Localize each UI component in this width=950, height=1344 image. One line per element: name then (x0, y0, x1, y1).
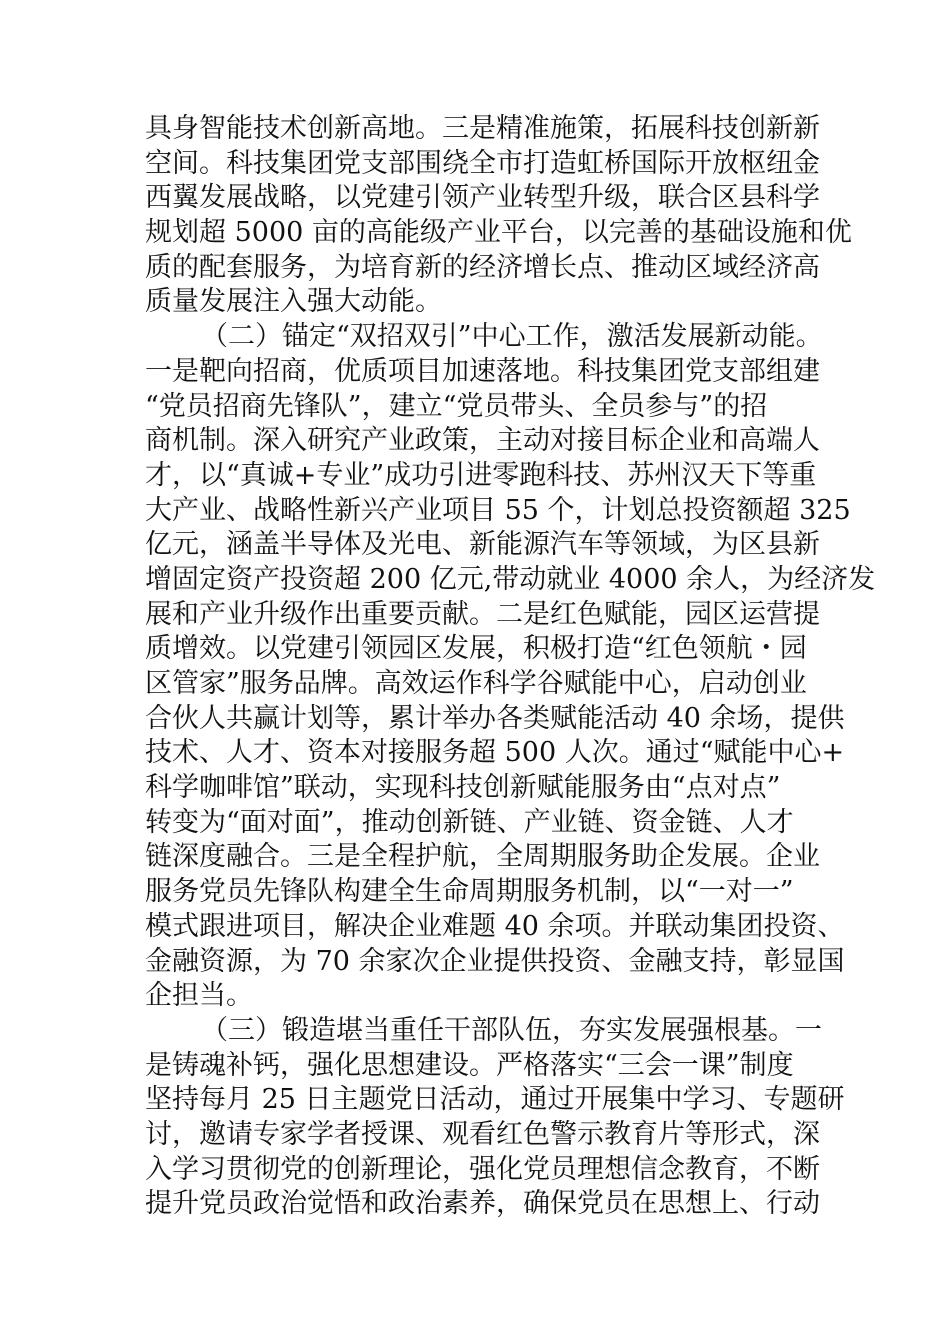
text-line: 合伙人共赢计划等，累计举办各类赋能活动 40 余场，提供 (145, 702, 845, 734)
text-line: 质的配套服务，为培育新的经济增长点、推动区域经济高 (145, 251, 820, 283)
text-line: 商机制。深入研究产业政策，主动对接目标企业和高端人 (145, 425, 820, 457)
text-line: 大产业、战略性新兴产业项目 55 个，计划总投资额超 325 (145, 494, 851, 526)
text-line: 企担当。 (145, 980, 253, 1012)
text-line: 服务党员先锋队构建全生命周期服务机制，以“一对一” (145, 876, 794, 908)
text-line: 坚持每月 25 日主题党日活动，通过开展集中学习、专题研 (145, 1084, 845, 1116)
text-line: 亿元，涵盖半导体及光电、新能源汽车等领域，为区县新 (145, 529, 820, 561)
text-line: 西翼发展战略，以党建引领产业转型升级，联合区县科学 (145, 182, 820, 214)
text-line: 链深度融合。三是全程护航，全周期服务助企发展。企业 (145, 841, 820, 873)
text-line: 规划超 5000 亩的高能级产业平台，以完善的基础设施和优 (145, 217, 852, 249)
text-line: 入学习贯彻党的创新理论，强化党员理想信念教育，不断 (145, 1153, 820, 1185)
text-line: 具身智能技术创新高地。三是精准施策，拓展科技创新新 (145, 113, 820, 144)
text-line: 区管家”服务品牌。高效运作科学谷赋能中心，启动创业 (145, 668, 807, 699)
text-line: 质量发展注入强大动能。 (145, 286, 442, 318)
text-line: 科学咖啡馆”联动，实现科技创新赋能服务由“点对点” (145, 772, 781, 804)
text-line: 金融资源，为 70 余家次企业提供投资、金融支持，彰显国 (145, 945, 845, 977)
text-line: 才，以“真诚+专业”成功引进零跑科技、苏州汉天下等重 (145, 459, 817, 491)
text-line: 增固定资产投资超 200 亿元,带动就业 4000 余人，为经济发 (145, 563, 876, 595)
text-line: 模式跟进项目，解决企业难题 40 余项。并联动集团投资、 (145, 910, 845, 942)
text-line: 提升党员政治觉悟和政治素养，确保党员在思想上、行动 (145, 1188, 820, 1220)
text-line: 一是靶向招商，优质项目加速落地。科技集团党支部组建 (145, 355, 820, 387)
text-line: 讨，邀请专家学者授课、观看红色警示教育片等形式，深 (145, 1118, 820, 1150)
text-line: 展和产业升级作出重要贡献。二是红色赋能，园区运营提 (145, 598, 820, 630)
text-line: 空间。科技集团党支部围绕全市打造虹桥国际开放枢纽金 (145, 147, 820, 179)
text-line: “党员招商先锋队”，建立“党员带头、全员参与”的招 (145, 390, 768, 422)
document-body (145, 112, 876, 1222)
text-line: 转变为“面对面”，推动创新链、产业链、资金链、人才 (145, 806, 794, 838)
section-heading-2: （二）锚定“双招双引”中心工作，激活发展新动能。 (201, 321, 823, 353)
text-line: 是铸魂补钙，强化思想建设。严格落实“三会一课”制度 (145, 1049, 794, 1081)
text-line: 技术、人才、资本对接服务超 500 人次。通过“赋能中心+ (145, 737, 845, 769)
section-heading-3: （三）锻造堪当重任干部队伍，夯实发展强根基。一 (201, 1014, 822, 1046)
text-line: 质增效。以党建引领园区发展，积极打造“红色领航・园 (145, 633, 807, 665)
